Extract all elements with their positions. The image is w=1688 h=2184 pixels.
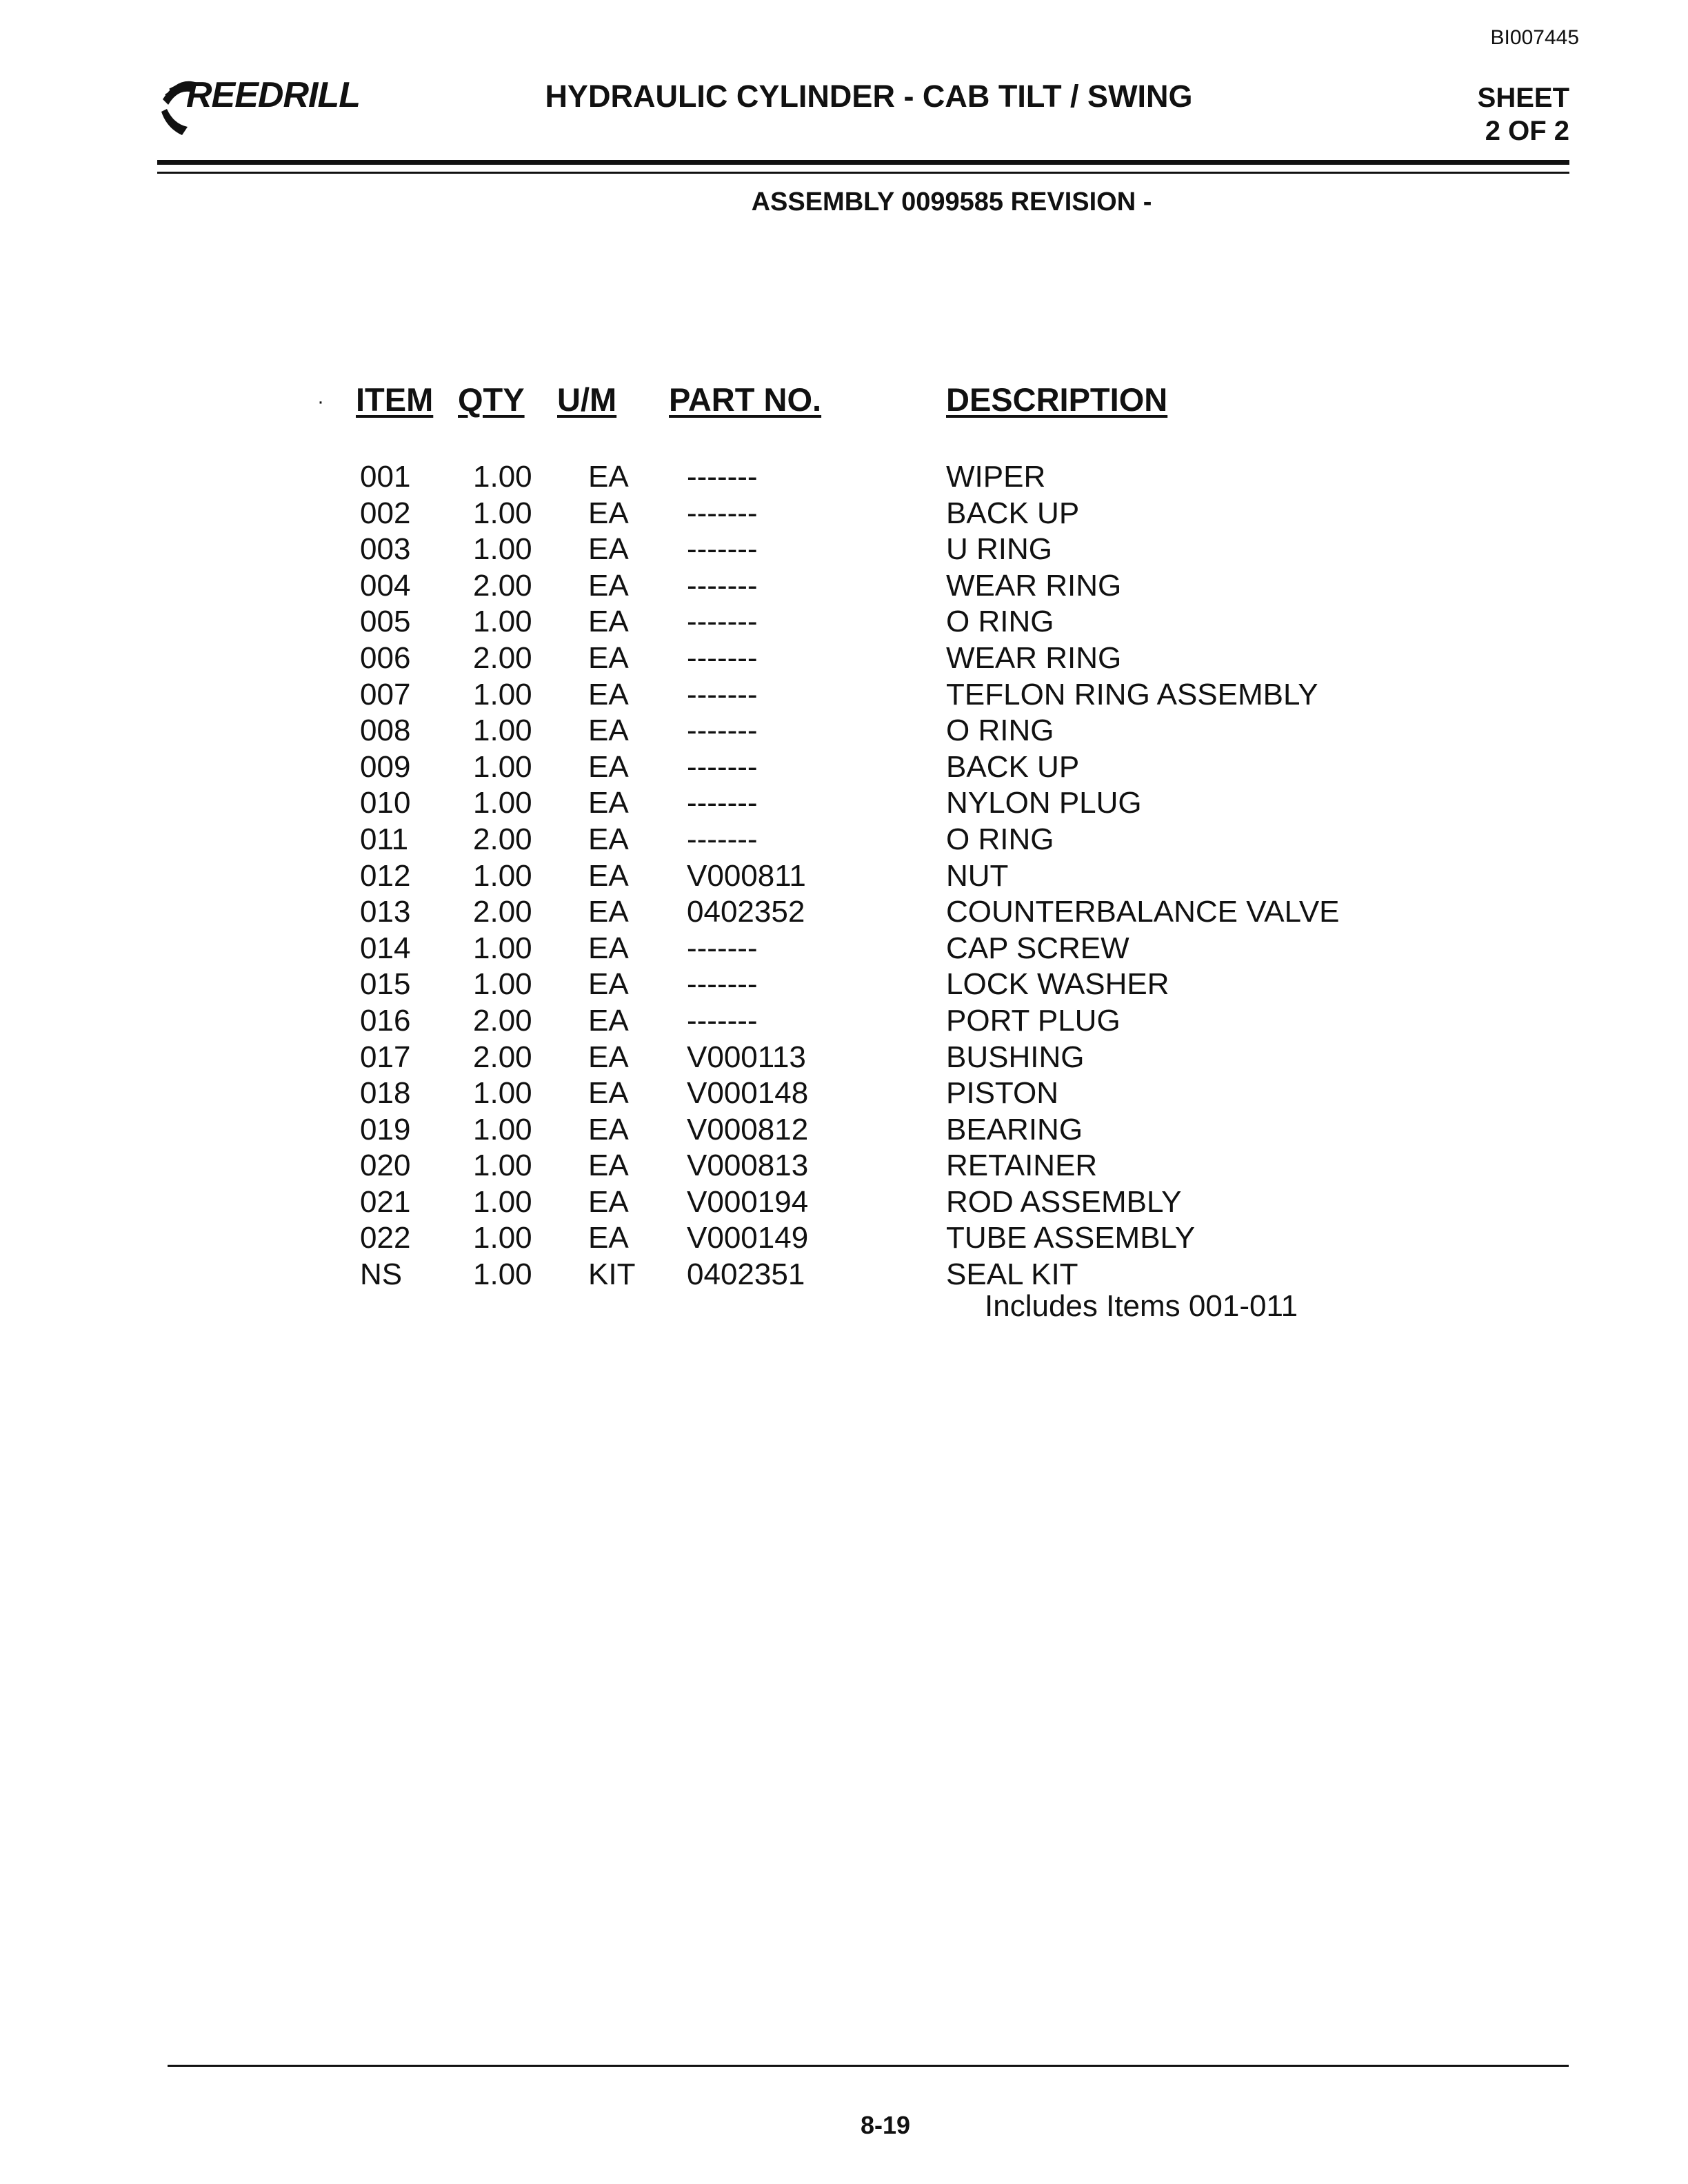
cell-um: EA [588, 858, 629, 893]
cell-part: V000148 [687, 1076, 809, 1111]
cell-um: EA [588, 1221, 629, 1255]
cell-desc: WIPER [946, 460, 1046, 494]
cell-qty: 1.00 [473, 1257, 532, 1292]
cell-qty: 1.00 [473, 858, 532, 893]
cell-qty: 1.00 [473, 1112, 532, 1146]
cell-um: EA [588, 1003, 629, 1038]
cell-part: V000811 [687, 858, 806, 893]
table-row [0, 822, 1688, 858]
cell-qty: 1.00 [473, 1221, 532, 1255]
cell-desc: O RING [946, 714, 1054, 748]
cell-um: EA [588, 1112, 629, 1146]
cell-item: 019 [360, 1112, 411, 1146]
cell-item: 003 [360, 532, 411, 567]
cell-desc: WEAR RING [946, 568, 1122, 603]
table-row [0, 1112, 1688, 1149]
table-row [0, 1003, 1688, 1040]
cell-qty: 1.00 [473, 967, 532, 1002]
cell-desc: WEAR RING [946, 640, 1122, 675]
cell-desc: ROD ASSEMBLY [946, 1184, 1182, 1219]
cell-part: ------- [687, 931, 758, 965]
cell-um: EA [588, 640, 629, 675]
cell-qty: 1.00 [473, 605, 532, 639]
cell-part: ------- [687, 1003, 758, 1038]
cell-item: 016 [360, 1003, 411, 1038]
cell-qty: 1.00 [473, 714, 532, 748]
table-row [0, 640, 1688, 677]
parts-table [0, 459, 1688, 1293]
cell-part: ------- [687, 496, 758, 530]
cell-um: EA [588, 931, 629, 965]
cell-item: NS [360, 1257, 403, 1292]
document-id: BI007445 [1490, 26, 1579, 49]
cell-qty: 2.00 [473, 822, 532, 856]
cell-qty: 2.00 [473, 1040, 532, 1074]
cell-um: EA [588, 1076, 629, 1111]
cell-qty: 1.00 [473, 786, 532, 820]
cell-part: ------- [687, 749, 758, 784]
header-rule-thin [157, 172, 1569, 174]
cell-um: EA [588, 460, 629, 494]
cell-item: 006 [360, 640, 411, 675]
cell-um: EA [588, 605, 629, 639]
cell-qty: 1.00 [473, 931, 532, 965]
table-row [0, 496, 1688, 532]
cell-desc: O RING [946, 822, 1054, 856]
cell-qty: 1.00 [473, 1184, 532, 1219]
logo-text: REEDRILL [186, 75, 360, 115]
cell-item: 012 [360, 858, 411, 893]
cell-qty: 2.00 [473, 1003, 532, 1038]
cell-desc: TUBE ASSEMBLY [946, 1221, 1196, 1255]
cell-item: 001 [360, 460, 411, 494]
cell-qty: 1.00 [473, 1149, 532, 1183]
cell-part: ------- [687, 532, 758, 567]
cell-desc: RETAINER [946, 1149, 1098, 1183]
table-row [0, 894, 1688, 931]
cell-part: ------- [687, 605, 758, 639]
scan-speck: · [317, 390, 324, 413]
assembly-label: ASSEMBLY 0099585 REVISION - [751, 188, 1152, 216]
table-row [0, 1075, 1688, 1112]
cell-qty: 1.00 [473, 749, 532, 784]
cell-item: 008 [360, 714, 411, 748]
header-rule-thick [157, 160, 1569, 165]
cell-item: 021 [360, 1184, 411, 1219]
cell-part: ------- [687, 714, 758, 748]
cell-part: ------- [687, 967, 758, 1002]
cell-item: 013 [360, 895, 411, 929]
cell-um: EA [588, 822, 629, 856]
cell-um: EA [588, 967, 629, 1002]
table-row [0, 1220, 1688, 1257]
cell-item: 020 [360, 1149, 411, 1183]
footer-rule [168, 2065, 1569, 2067]
table-row [0, 858, 1688, 895]
table-row [0, 713, 1688, 749]
table-row [0, 568, 1688, 605]
col-header-part-no: PART NO. [669, 381, 822, 418]
cell-desc: NUT [946, 858, 1009, 893]
cell-um: EA [588, 1184, 629, 1219]
table-row [0, 785, 1688, 822]
cell-part: ------- [687, 786, 758, 820]
cell-desc: NYLON PLUG [946, 786, 1142, 820]
cell-desc: BACK UP [946, 496, 1080, 530]
company-logo [157, 69, 392, 138]
sheet-number: 2 OF 2 [1485, 116, 1569, 146]
table-row [0, 459, 1688, 496]
cell-part: V000813 [687, 1149, 809, 1183]
cell-qty: 2.00 [473, 895, 532, 929]
cell-item: 022 [360, 1221, 411, 1255]
cell-item: 007 [360, 677, 411, 711]
cell-part: V000194 [687, 1184, 809, 1219]
table-row [0, 1040, 1688, 1076]
table-row [0, 749, 1688, 786]
cell-um: EA [588, 714, 629, 748]
cell-qty: 1.00 [473, 1076, 532, 1111]
cell-desc: U RING [946, 532, 1052, 567]
sheet-indicator [1434, 81, 1569, 148]
cell-part: V000113 [687, 1040, 806, 1074]
page-number: 8-19 [860, 2111, 911, 2139]
cell-item: 017 [360, 1040, 411, 1074]
cell-um: EA [588, 786, 629, 820]
cell-um: EA [588, 677, 629, 711]
cell-desc: LOCK WASHER [946, 967, 1169, 1002]
cell-item: 018 [360, 1076, 411, 1111]
cell-part: V000149 [687, 1221, 809, 1255]
sheet-label: SHEET [1477, 83, 1569, 113]
cell-item: 002 [360, 496, 411, 530]
cell-qty: 1.00 [473, 677, 532, 711]
cell-um: KIT [588, 1257, 636, 1292]
cell-qty: 2.00 [473, 568, 532, 603]
cell-part: 0402351 [687, 1257, 805, 1292]
col-header-um: U/M [557, 381, 617, 418]
cell-desc: PISTON [946, 1076, 1059, 1111]
col-header-item: ITEM [356, 381, 434, 418]
table-row [0, 967, 1688, 1003]
cell-item: 015 [360, 967, 411, 1002]
cell-desc: BEARING [946, 1112, 1083, 1146]
cell-item: 004 [360, 568, 411, 603]
table-row [0, 1257, 1688, 1293]
cell-um: EA [588, 568, 629, 603]
cell-desc: TEFLON RING ASSEMBLY [946, 677, 1318, 711]
cell-desc: SEAL KIT [946, 1257, 1078, 1292]
cell-item: 014 [360, 931, 411, 965]
cell-part: ------- [687, 677, 758, 711]
cell-item: 010 [360, 786, 411, 820]
table-row [0, 604, 1688, 640]
col-header-description: DESCRIPTION [946, 381, 1168, 418]
table-row [0, 1184, 1688, 1221]
cell-part: ------- [687, 822, 758, 856]
col-header-qty: QTY [458, 381, 525, 418]
page-title: HYDRAULIC CYLINDER - CAB TILT / SWING [545, 79, 1193, 114]
table-row [0, 677, 1688, 714]
cell-part: ------- [687, 568, 758, 603]
cell-um: EA [588, 895, 629, 929]
cell-um: EA [588, 532, 629, 567]
table-row [0, 1148, 1688, 1184]
table-row [0, 532, 1688, 568]
cell-qty: 1.00 [473, 496, 532, 530]
cell-item: 005 [360, 605, 411, 639]
cell-desc: O RING [946, 605, 1054, 639]
cell-qty: 1.00 [473, 532, 532, 567]
table-row [0, 931, 1688, 967]
cell-part: ------- [687, 460, 758, 494]
cell-qty: 1.00 [473, 460, 532, 494]
cell-item: 011 [360, 822, 409, 856]
cell-desc: CAP SCREW [946, 931, 1129, 965]
cell-part: ------- [687, 640, 758, 675]
cell-part: V000812 [687, 1112, 809, 1146]
cell-item: 009 [360, 749, 411, 784]
cell-desc: BACK UP [946, 749, 1080, 784]
cell-um: EA [588, 1040, 629, 1074]
cell-um: EA [588, 496, 629, 530]
cell-um: EA [588, 1149, 629, 1183]
cell-qty: 2.00 [473, 640, 532, 675]
cell-desc: COUNTERBALANCE VALVE [946, 895, 1340, 929]
cell-desc: PORT PLUG [946, 1003, 1121, 1038]
seal-kit-note: Includes Items 001-011 [985, 1289, 1298, 1323]
cell-desc: BUSHING [946, 1040, 1085, 1074]
cell-part: 0402352 [687, 895, 805, 929]
cell-um: EA [588, 749, 629, 784]
